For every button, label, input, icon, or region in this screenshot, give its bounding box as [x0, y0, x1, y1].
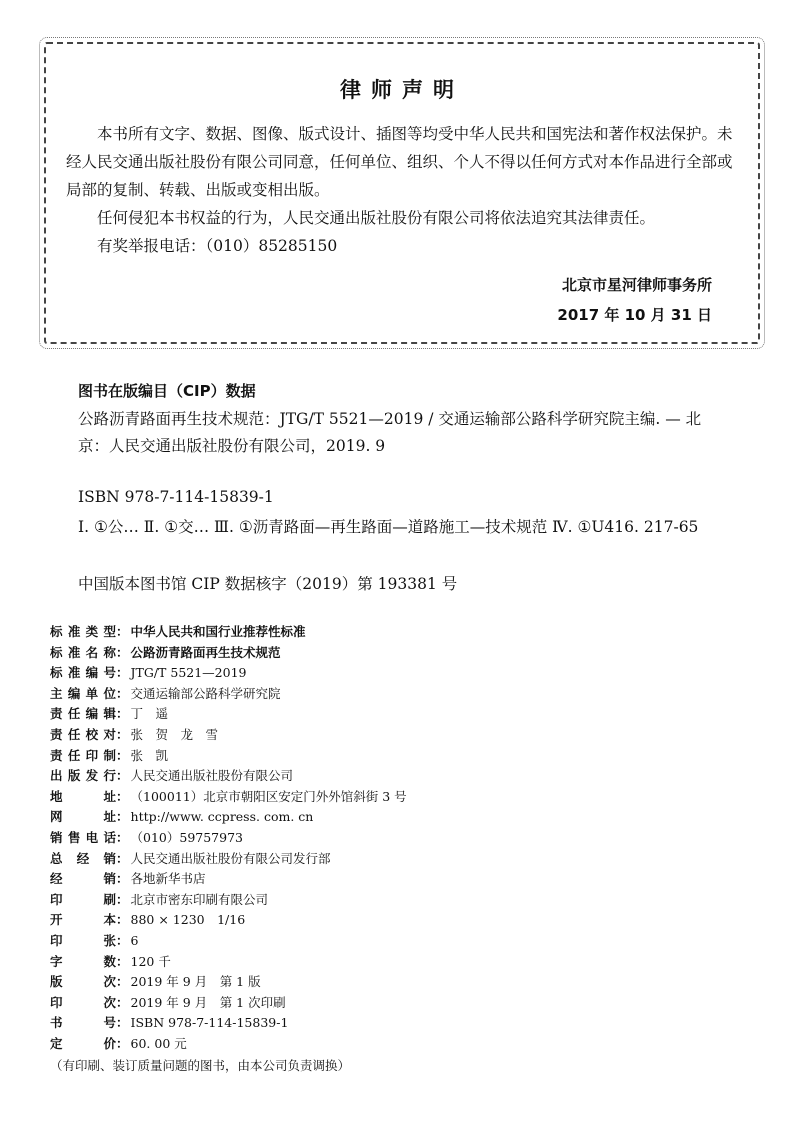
spec-label: 书号: [50, 1015, 116, 1031]
spec-row: 经销 ： 各地新华书店: [50, 869, 570, 890]
spec-label: 地址: [50, 788, 116, 804]
cip-number-text: 中国版本图书馆 CIP 数据核字（2019）第 193381 号: [78, 575, 458, 593]
spec-value: 张 凯: [130, 747, 169, 763]
statement-body: [66, 120, 742, 260]
spec-label: 总经销: [50, 850, 116, 866]
statement-date: 2017 年 10 月 31 日: [557, 306, 712, 324]
spec-label: 销售电话: [50, 829, 116, 845]
spec-row: 责任编辑 ： 丁 遥: [50, 704, 570, 725]
spec-value: 2019 年 9 月 第 1 版: [130, 974, 261, 990]
spec-value: 张 贺 龙 雪: [130, 726, 219, 742]
spec-value: 人民交通出版社股份有限公司发行部: [130, 850, 331, 866]
spec-row: 印张 ： 6: [50, 931, 570, 952]
spec-row: 书号 ： ISBN 978-7-114-15839-1: [50, 1013, 570, 1034]
spec-row: 标准编号 ： JTG/T 5521—2019: [50, 663, 570, 684]
spec-row: 责任印制 ： 张 凯: [50, 746, 570, 767]
spec-value: 各地新华书店: [130, 871, 206, 887]
spec-row: 标准类型 ： 中华人民共和国行业推荐性标准: [50, 622, 570, 643]
spec-value: 丁 遥: [130, 706, 169, 722]
spec-row: 总经销 ： 人民交通出版社股份有限公司发行部: [50, 849, 570, 870]
spec-label: 主编单位: [50, 685, 116, 701]
spec-row: 字数 ： 120 千: [50, 952, 570, 973]
spec-row: 开本 ： 880 × 1230 1/16: [50, 910, 570, 931]
spec-row: 定价 ： 60. 00 元: [50, 1034, 570, 1055]
spec-value: http://www. ccpress. com. cn: [130, 809, 314, 825]
spec-label: 印张: [50, 932, 116, 948]
spec-value: （100011）北京市朝阳区安定门外外馆斜街 3 号: [130, 788, 407, 804]
spec-label: 字数: [50, 953, 116, 969]
spec-row: 销售电话 ： （010）59757973: [50, 828, 570, 849]
spec-value: 6: [130, 932, 139, 948]
spec-label: 经销: [50, 871, 116, 887]
spec-label: 标准名称: [50, 644, 116, 660]
spec-label: 印次: [50, 994, 116, 1010]
statement-title: 律师声明: [340, 78, 464, 102]
spec-label: 网址: [50, 809, 116, 825]
spec-label: 版次: [50, 974, 116, 990]
spec-row: 责任校对 ： 张 贺 龙 雪: [50, 725, 570, 746]
spec-label: 标准编号: [50, 665, 116, 681]
spec-row: 印次 ： 2019 年 9 月 第 1 次印刷: [50, 993, 570, 1014]
spec-value: 120 千: [130, 953, 171, 969]
spec-row: 版次 ： 2019 年 9 月 第 1 版: [50, 972, 570, 993]
cip-entry: [78, 406, 718, 460]
spec-value: 880 × 1230 1/16: [130, 912, 246, 928]
spec-value: JTG/T 5521—2019: [130, 665, 247, 681]
publication-specs: [50, 622, 570, 1077]
spec-value: 人民交通出版社股份有限公司: [130, 768, 294, 784]
cip-heading: 图书在版编目（CIP）数据: [78, 382, 256, 400]
cip-classification: [78, 514, 718, 541]
spec-value: 2019 年 9 月 第 1 次印刷: [130, 994, 286, 1010]
lawyer-statement-box: [44, 42, 760, 344]
spec-label: 定价: [50, 1035, 116, 1051]
report-hotline: 有奖举报电话：（010）85285150: [97, 237, 338, 255]
cip-classification-text: Ⅰ. ①公… Ⅱ. ①交… Ⅲ. ①沥青路面—再生路面—道路施工—技术规范 Ⅳ. ①U416. 217-65: [78, 518, 699, 536]
spec-row: 主编单位 ： 交通运输部公路科学研究院: [50, 684, 570, 705]
spec-value: 北京市密东印刷有限公司: [130, 891, 269, 907]
cip-number: [78, 571, 718, 598]
spec-label: 责任校对: [50, 726, 116, 742]
statement-paragraph-liability: 任何侵犯本书权益的行为，人民交通出版社股份有限公司将依法追究其法律责任。: [97, 209, 656, 227]
cip-entry-text: 公路沥青路面再生技术规范：JTG/T 5521—2019 / 交通运输部公路科学研究院主编. — 北京：人民交通出版社股份有限公司，2019. 9: [78, 410, 702, 455]
spec-value: 公路沥青路面再生技术规范: [130, 644, 281, 660]
spec-label: 标准类型: [50, 624, 116, 639]
spec-row: 印刷 ： 北京市密东印刷有限公司: [50, 890, 570, 911]
spec-row: 地址 ： （100011）北京市朝阳区安定门外外馆斜街 3 号: [50, 787, 570, 808]
spec-row: 网址 ： http://www. ccpress. com. cn: [50, 807, 570, 828]
statement-paragraph-copyright: 本书所有文字、数据、图像、版式设计、插图等均受中华人民共和国宪法和著作权法保护。未经人民交通出版社股份有限公司同意，任何单位、组织、个人不得以任何方式对本作品进行全部或局部的复制、转载、出版或变相出版。: [66, 125, 733, 199]
spec-value: （010）59757973: [130, 829, 243, 845]
cip-isbn: [78, 484, 718, 511]
spec-value: 60. 00 元: [130, 1035, 187, 1051]
spec-value: 交通运输部公路科学研究院: [130, 685, 281, 701]
spec-label: 印刷: [50, 891, 116, 907]
spec-label: 责任印制: [50, 747, 116, 763]
spec-label: 开本: [50, 912, 116, 928]
spec-value: 中华人民共和国行业推荐性标准: [130, 624, 306, 639]
spec-label: 出版发行: [50, 768, 116, 784]
cip-isbn-text: ISBN 978-7-114-15839-1: [78, 488, 274, 506]
quality-footnote: （有印刷、装订质量问题的图书，由本公司负责调换）: [50, 1058, 351, 1074]
spec-label: 责任编辑: [50, 706, 116, 722]
spec-value: ISBN 978-7-114-15839-1: [130, 1015, 289, 1031]
spec-row: 出版发行 ： 人民交通出版社股份有限公司: [50, 766, 570, 787]
spec-row: 标准名称 ： 公路沥青路面再生技术规范: [50, 643, 570, 664]
law-firm-name: 北京市星河律师事务所: [561, 276, 712, 294]
